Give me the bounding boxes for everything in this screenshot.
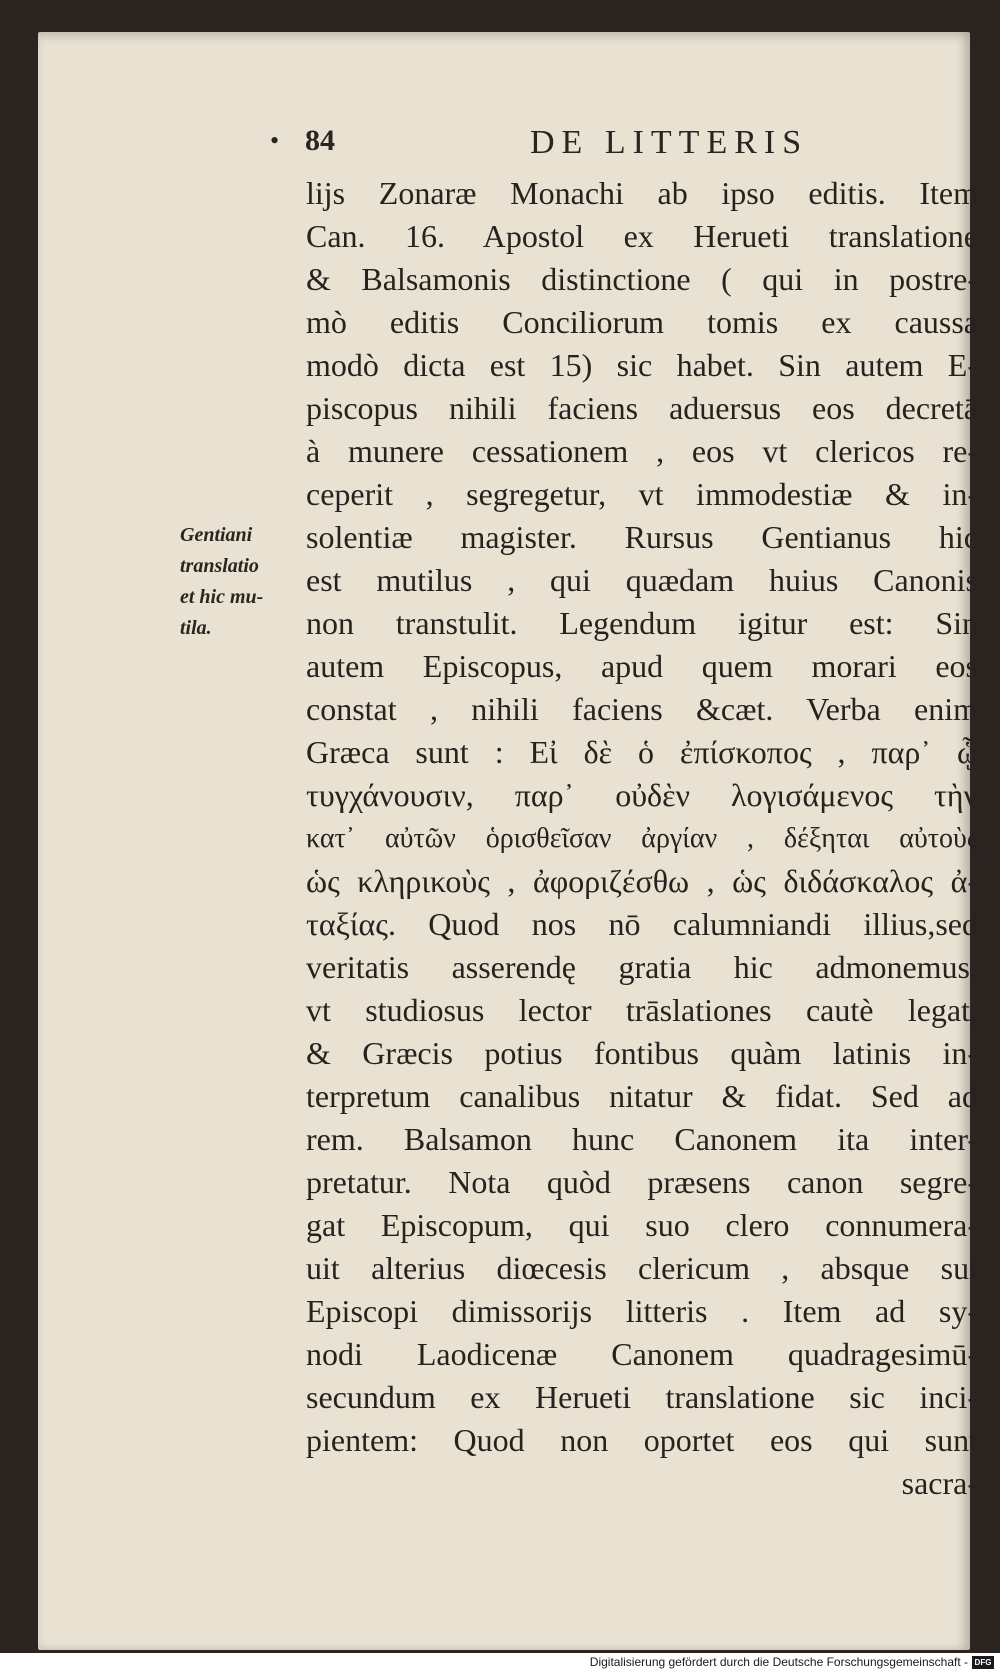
text-line: non transtulit. Legendum igitur est: Sin — [306, 605, 978, 641]
text-line: terpretum canalibus nitatur & fidat. Sed ad — [306, 1078, 978, 1114]
running-header — [265, 126, 985, 166]
text-line: Episcopi dimissorijs litteris . Item ad sy- — [306, 1293, 978, 1329]
text-line: solentiæ magister. Rursus Gentianus hic — [306, 519, 978, 555]
dfg-logo: DFG — [972, 1656, 994, 1669]
text-line: rem. Balsamon hunc Canonem ita inter- — [306, 1121, 978, 1157]
text-line: modò dicta est 15) sic habet. Sin autem E- — [306, 347, 978, 383]
text-line-greek: κατ᾽ αὐτῶν ὁρισθεῖσαν ἀργίαν , δέξηται αὐτοὺς — [306, 823, 978, 854]
header-mark: • — [270, 126, 280, 155]
text-line: veritatis asserendę gratia hic admonemus, — [306, 949, 978, 985]
running-title: DE LITTERIS — [530, 124, 809, 161]
text-line: lijs Zonaræ Monachi ab ipso editis. Item — [306, 175, 978, 211]
text-line: pientem: Quod non oportet eos qui sunt — [306, 1422, 978, 1458]
text-line: ceperit , segregetur, vt immodestiæ & in- — [306, 476, 978, 512]
text-line: Can. 16. Apostol ex Herueti translatione — [306, 218, 978, 254]
margin-note-line: Gentiani — [180, 524, 253, 546]
text-line: à munere cessationem , eos vt clericos re- — [306, 433, 978, 469]
text-line: & Græcis potius fontibus quàm latinis in- — [306, 1035, 978, 1071]
margin-note-line: et hic mu- — [180, 586, 264, 608]
text-line: gat Episcopum, qui suo clero connumera- — [306, 1207, 978, 1243]
catchword: sacra- — [901, 1465, 978, 1501]
body-text — [306, 172, 978, 1501]
text-line: constat , nihili faciens &cæt. Verba enim — [306, 691, 978, 727]
page-number: 84 — [305, 124, 335, 157]
marginal-note — [180, 520, 298, 644]
text-line: uit alterius diœcesis clericum , absque sui — [306, 1250, 978, 1286]
margin-note-line: translatio — [180, 555, 259, 577]
text-line: nodi Laodicenæ Canonem quadragesimū- — [306, 1336, 978, 1372]
text-line: ταξίας. Quod nos nō calumniandi illius,sed — [306, 906, 978, 942]
text-line-greek: τυγχάνουσιν, παρ᾽ οὐδὲν λογισάμενος τὴν — [306, 777, 978, 813]
text-line: pretatur. Nota quòd præsens canon segre- — [306, 1164, 978, 1200]
text-line: & Balsamonis distinctione ( qui in postre- — [306, 261, 978, 297]
footer-credit: Digitalisierung gefördert durch die Deutsche Forschungsgemeinschaft - — [589, 1655, 968, 1669]
text-line: piscopus nihili faciens aduersus eos decretā — [306, 390, 978, 426]
digitization-footer — [0, 1653, 1000, 1674]
text-line-greek: ὡς κληρικοὺς , ἀφοριζέσθω , ὡς διδάσκαλος ἀ- — [306, 863, 978, 899]
text-line: secundum ex Herueti translatione sic inci- — [306, 1379, 978, 1415]
text-line: autem Episcopus, apud quem morari eos — [306, 648, 978, 684]
text-line: vt studiosus lector trāslationes cautè legat, — [306, 992, 978, 1028]
text-line: mò editis Conciliorum tomis ex caussa — [306, 304, 978, 340]
text-line-greek: Græca sunt : Εἰ δὲ ὁ ἐπίσκοπος , παρ᾽ ᾧ — [306, 734, 978, 770]
text-line: est mutilus , qui quædam huius Canonis — [306, 562, 978, 598]
margin-note-line: tila. — [180, 617, 212, 639]
